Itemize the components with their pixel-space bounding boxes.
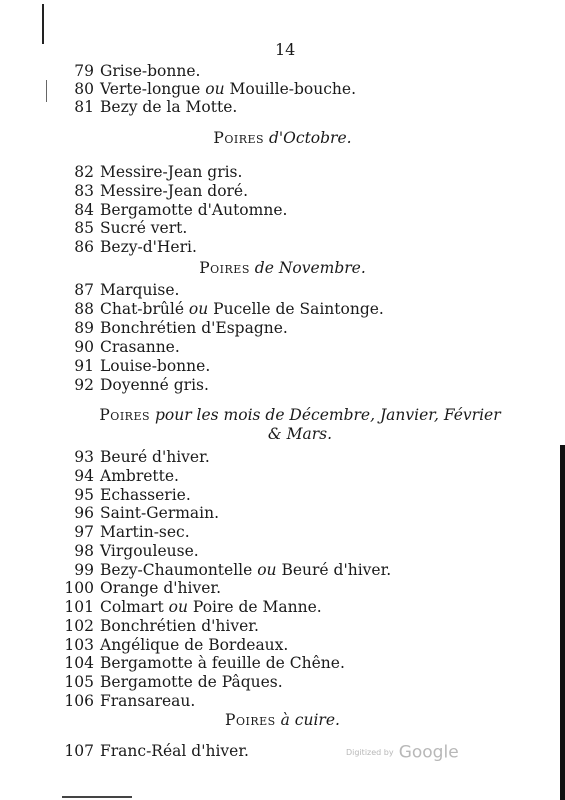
list-item bbox=[0, 486, 191, 504]
item-number: 91 bbox=[74, 357, 94, 375]
item-text: Louise-bonne. bbox=[100, 357, 211, 375]
item-text: Fransareau. bbox=[100, 692, 196, 710]
item-number: 105 bbox=[64, 673, 94, 691]
page-number: 14 bbox=[275, 40, 296, 59]
list-item bbox=[0, 467, 179, 485]
item-number: 83 bbox=[74, 182, 94, 200]
heading-small-caps: Poires bbox=[225, 711, 276, 729]
item-text: Martin-sec. bbox=[100, 523, 190, 541]
heading-italic: à cuire. bbox=[280, 711, 340, 729]
watermark-prefix: Digitized by bbox=[346, 748, 394, 757]
list-item bbox=[0, 163, 242, 181]
heading-italic: & Mars. bbox=[267, 425, 333, 443]
list-item bbox=[0, 182, 248, 200]
item-conjunction: ou bbox=[188, 300, 209, 318]
list-item bbox=[0, 523, 190, 541]
item-conjunction: ou bbox=[205, 80, 225, 98]
list-item bbox=[0, 561, 391, 579]
item-text: Echasserie. bbox=[100, 486, 191, 504]
item-text: Mouille-bouche. bbox=[224, 80, 357, 98]
list-item bbox=[0, 673, 283, 691]
item-number: 98 bbox=[74, 542, 94, 560]
item-number: 80 bbox=[74, 80, 94, 98]
item-number: 101 bbox=[64, 598, 94, 616]
item-text: Angélique de Bordeaux. bbox=[100, 636, 289, 654]
item-text: Saint-Germain. bbox=[100, 504, 220, 522]
section-heading bbox=[0, 259, 565, 277]
list-item bbox=[0, 579, 221, 597]
list-item bbox=[0, 654, 345, 672]
item-conjunction: ou bbox=[257, 561, 277, 579]
item-text: Colmart bbox=[100, 598, 169, 616]
item-number: 103 bbox=[64, 636, 94, 654]
item-text: Messire-Jean doré. bbox=[100, 182, 249, 200]
margin-mark bbox=[42, 4, 44, 44]
item-text: Bonchrétien d'hiver. bbox=[100, 617, 259, 635]
item-text: Doyenné gris. bbox=[100, 376, 209, 394]
list-item bbox=[0, 62, 200, 80]
section-heading bbox=[0, 129, 565, 147]
list-item bbox=[0, 504, 219, 522]
item-text: Bonchrétien d'Espagne. bbox=[100, 319, 288, 337]
list-item bbox=[0, 238, 197, 256]
item-number: 81 bbox=[74, 98, 94, 116]
item-text: Bergamotte de Pâques. bbox=[100, 673, 283, 691]
list-item bbox=[0, 692, 195, 710]
item-text: Bergamotte à feuille de Chêne. bbox=[100, 654, 345, 672]
bottom-stroke bbox=[62, 796, 132, 798]
heading-small-caps: Poires bbox=[199, 259, 250, 277]
page-edge-shadow bbox=[560, 445, 565, 800]
item-text: Bergamotte d'Automne. bbox=[100, 201, 288, 219]
item-number: 87 bbox=[74, 281, 94, 299]
list-item bbox=[0, 542, 199, 560]
item-text: Crasanne. bbox=[100, 338, 180, 356]
item-text: Sucré vert. bbox=[100, 219, 188, 237]
list-item bbox=[0, 636, 288, 654]
item-text: Chat-brûlé bbox=[100, 300, 189, 318]
list-item bbox=[0, 357, 210, 375]
list-item bbox=[0, 617, 259, 635]
item-text: Marquise. bbox=[100, 281, 180, 299]
item-number: 94 bbox=[74, 467, 94, 485]
list-item bbox=[0, 742, 249, 760]
item-number: 99 bbox=[74, 561, 94, 579]
item-text: Bezy de la Motte. bbox=[100, 98, 238, 116]
heading-italic: de Novembre. bbox=[254, 259, 366, 277]
item-conjunction: ou bbox=[168, 598, 188, 616]
item-number: 88 bbox=[74, 300, 94, 318]
heading-italic: d'Octobre. bbox=[269, 129, 352, 147]
item-number: 102 bbox=[64, 617, 94, 635]
section-heading bbox=[0, 711, 565, 729]
item-text: Ambrette. bbox=[100, 467, 179, 485]
watermark-logo: Google bbox=[398, 742, 459, 763]
item-text: Verte-longue bbox=[100, 80, 206, 98]
item-number: 90 bbox=[74, 338, 94, 356]
item-number: 100 bbox=[64, 579, 94, 597]
item-text: Bezy-d'Heri. bbox=[100, 238, 197, 256]
item-text: Virgouleuse. bbox=[100, 542, 199, 560]
list-item bbox=[0, 598, 322, 616]
item-number: 82 bbox=[74, 163, 94, 181]
item-text: Franc-Réal d'hiver. bbox=[100, 742, 249, 760]
item-number: 96 bbox=[74, 504, 94, 522]
item-number: 84 bbox=[74, 201, 94, 219]
list-item bbox=[0, 281, 179, 299]
item-number: 89 bbox=[74, 319, 94, 337]
item-text: Beuré d'hiver. bbox=[276, 561, 392, 579]
section-heading bbox=[90, 406, 510, 444]
item-number: 86 bbox=[74, 238, 94, 256]
item-number: 107 bbox=[64, 742, 94, 760]
item-text: Bezy-Chaumontelle bbox=[100, 561, 258, 579]
item-text: Messire-Jean gris. bbox=[100, 163, 243, 181]
item-text: Orange d'hiver. bbox=[100, 579, 222, 597]
list-item bbox=[0, 448, 210, 466]
list-item bbox=[0, 98, 237, 116]
heading-italic: pour les mois de Décembre, Janvier, Février bbox=[154, 406, 501, 424]
item-text: Grise-bonne. bbox=[100, 62, 201, 80]
item-number: 85 bbox=[74, 219, 94, 237]
item-number: 93 bbox=[74, 448, 94, 466]
list-item bbox=[0, 300, 384, 318]
list-item bbox=[0, 201, 287, 219]
digitized-watermark bbox=[346, 742, 459, 763]
list-item bbox=[0, 80, 356, 98]
item-text: Poire de Manne. bbox=[187, 598, 322, 616]
list-item bbox=[0, 219, 187, 237]
list-item bbox=[0, 376, 209, 394]
item-text: Beuré d'hiver. bbox=[100, 448, 210, 466]
item-number: 92 bbox=[74, 376, 94, 394]
item-number: 104 bbox=[64, 654, 94, 672]
heading-small-caps: Poires bbox=[99, 406, 151, 424]
list-item bbox=[0, 319, 288, 337]
item-number: 79 bbox=[74, 62, 94, 80]
item-text: Pucelle de Saintonge. bbox=[208, 300, 384, 318]
item-number: 95 bbox=[74, 486, 94, 504]
item-number: 106 bbox=[64, 692, 94, 710]
item-number: 97 bbox=[74, 523, 94, 541]
list-item bbox=[0, 338, 180, 356]
heading-small-caps: Poires bbox=[213, 129, 265, 147]
